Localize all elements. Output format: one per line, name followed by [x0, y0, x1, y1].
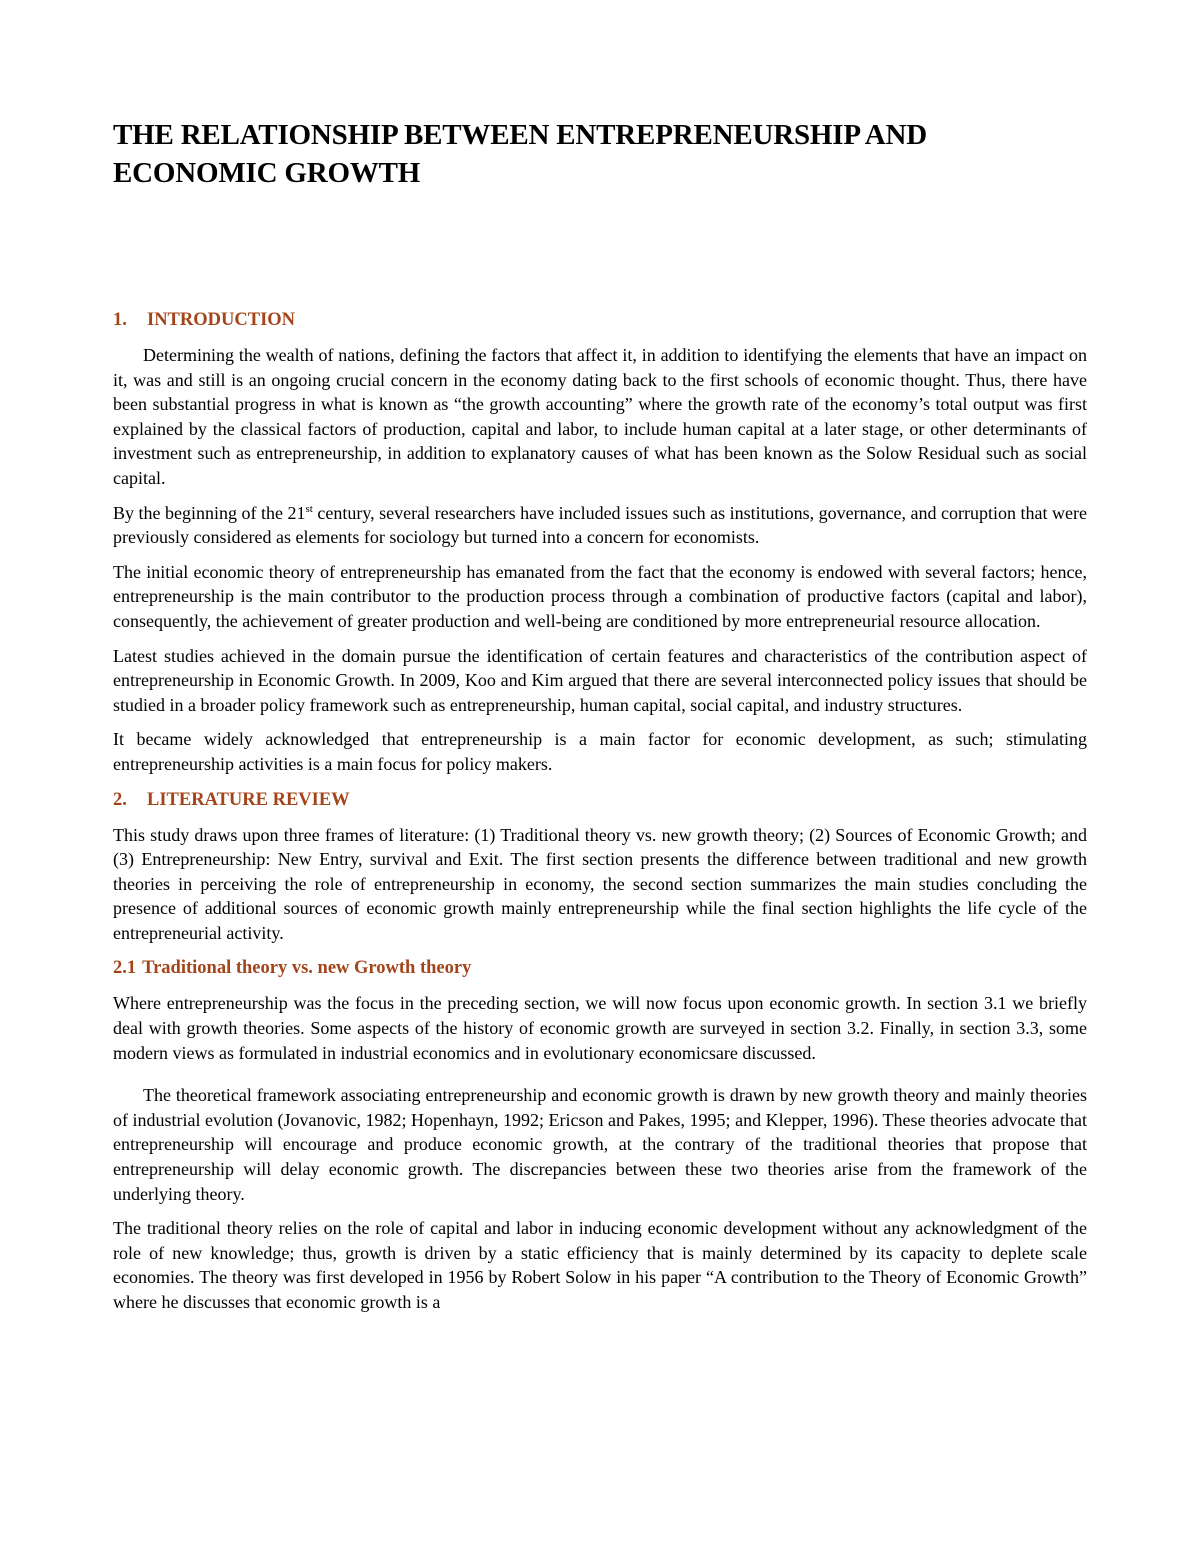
- section-title: INTRODUCTION: [147, 310, 296, 330]
- intro-paragraph-4: Latest studies achieved in the domain pursue the identification of certain features and characteristics of the contribution aspect of entrepreneurship in Economic Growth. In 2009, Koo and Kim argued that there are several interconnected policy issues that should be studied in a broader policy framework such as entrepreneurship, human capital, social capital, and industry structures.: [113, 645, 1087, 715]
- growth-theory-paragraph-2: The theoretical framework associating entrepreneurship and economic growth is drawn by new growth theory and mainly theories of industrial evolution (Jovanovic, 1982; Hopenhayn, 1992; Ericson and Pakes, 1995; and Klepper, 1996). These theories advocate that entrepreneurship will encourage and produce economic growth, at the contrary of the traditional theories that propose that entrepreneurship will delay economic growth. The discrepancies between these two theories arise from the framework of the underlying theory.: [113, 1085, 1087, 1204]
- ordinal-superscript: st: [305, 502, 313, 515]
- literature-paragraph-1: This study draws upon three frames of literature: (1) Traditional theory vs. new growth theory; (2) Sources of Economic Growth; and (3) Entrepreneurship: New Entry, survival and Exit. The first section presents the difference between traditional and new growth theories in perceiving the role of entrepreneurship in economy, the second section summarizes the main studies concluding the presence of additional sources of economic growth mainly entrepreneurship while the final section highlights the life cycle of the entrepreneurial activity.: [113, 824, 1087, 943]
- subsection-title: Traditional theory vs. new Growth theory: [142, 958, 472, 979]
- section-number: 2.: [113, 789, 127, 810]
- document-title-line-1: THE RELATIONSHIP BETWEEN ENTREPRENEURSHIP AND: [113, 119, 927, 151]
- intro-paragraph-2-end: century, several researchers have included issues such as institutions, governance, and corruption that were previously considered as elements for sociology but turned into a concern for economists.: [113, 502, 1088, 548]
- intro-paragraph-3: The initial economic theory of entrepreneurship has emanated from the fact that the economy is endowed with several factors; hence, entrepreneurship is the main contributor to the production process through a combination of productive factors (capital and labor), consequently, the achievement of greater production and well-being are conditioned by more entrepreneurial resource allocation.: [113, 561, 1087, 631]
- document-title-line-2: ECONOMIC GROWTH: [113, 157, 421, 189]
- section-title: LITERATURE REVIEW: [147, 789, 350, 810]
- subsection-number: 2.1: [113, 958, 137, 979]
- growth-theory-paragraph-1: Where entrepreneurship was the focus in the preceding section, we will now focus upon economic growth. In section 3.1 we briefly deal with growth theories. Some aspects of the history of economic growth are surveyed in section 3.2. Finally, in section 3.3, some modern views as formulated in industrial economics and in evolutionary economicsare discussed.: [113, 993, 1087, 1063]
- intro-paragraph-2-start: By the beginning of the 21: [113, 502, 306, 523]
- subsection-heading-2-1: [113, 958, 1087, 979]
- section-number: 1.: [113, 310, 127, 330]
- intro-paragraph-1: Determining the wealth of nations, defining the factors that affect it, in addition to identifying the elements that have an impact on it, was and still is an ongoing crucial concern in the economy dating back to the first schools of economic thought. Thus, there have been substantial progress in what is known as “the growth accounting” where the growth rate of the economy’s total output was first explained by the classical factors of production, capital and labor, to include human capital at a later stage, or other determinants of investment such as entrepreneurship, in addition to explanatory causes of what has been known as the Solow Residual such as social capital.: [113, 345, 1087, 488]
- intro-paragraph-5: It became widely acknowledged that entrepreneurship is a main factor for economic development, as such; stimulating entrepreneurship activities is a main focus for policy makers.: [113, 729, 1087, 774]
- section-heading-literature-review: [113, 790, 1087, 811]
- growth-theory-paragraph-3: The traditional theory relies on the role of capital and labor in inducing economic development without any acknowledgment of the role of new knowledge; thus, growth is driven by a static efficiency that is mainly determined by its capacity to deplete scale economies. The theory was first developed in 1956 by Robert Solow in his paper “A contribution to the Theory of Economic Growth” where he discusses that economic growth is a: [113, 1218, 1087, 1312]
- intro-paragraph-2: [113, 501, 1087, 550]
- document-title: [113, 116, 1087, 192]
- section-heading-introduction: [113, 310, 1087, 331]
